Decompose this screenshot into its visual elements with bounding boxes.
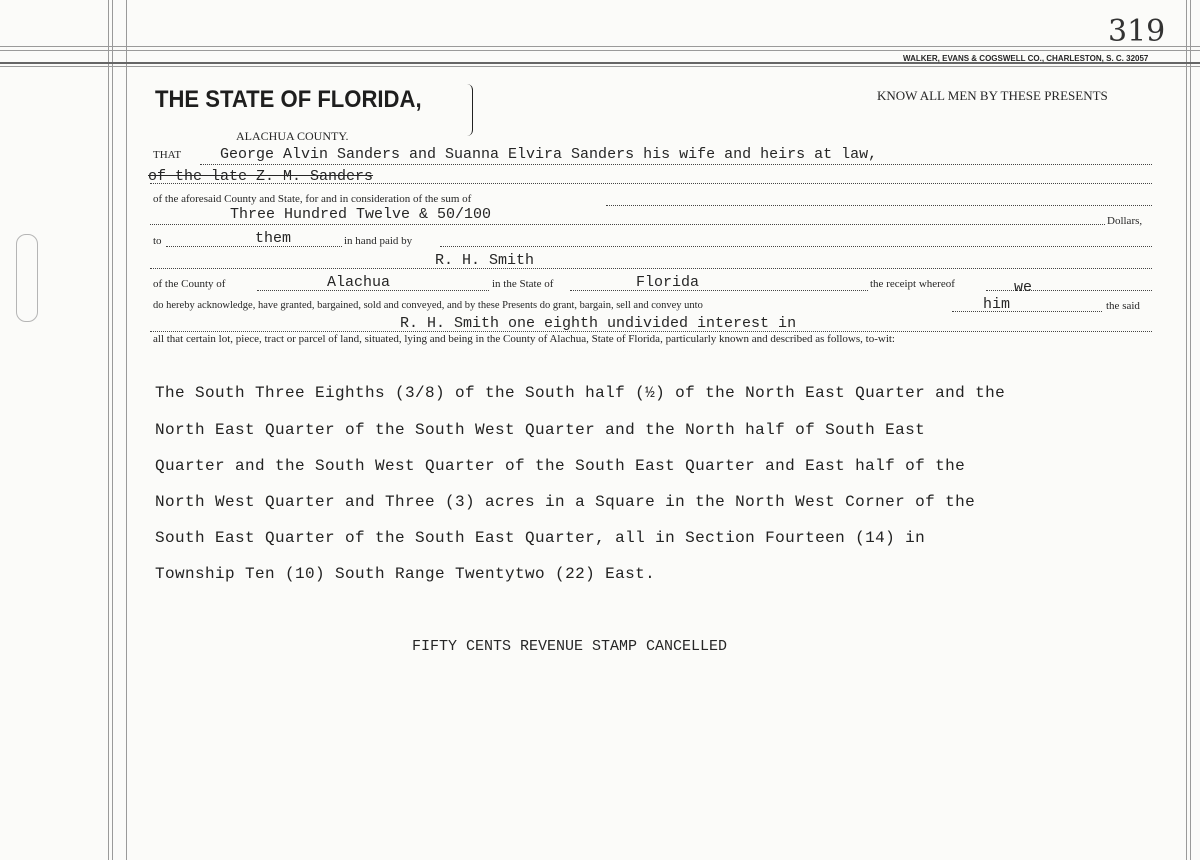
top-rule	[0, 50, 1200, 51]
convey-value: him	[983, 296, 1011, 313]
margin-line	[1186, 0, 1187, 860]
dotted-rule	[952, 311, 1102, 312]
to-value: them	[255, 230, 292, 247]
description-line: North West Quarter and Three (3) acres in a Square in the North West Corner of the	[155, 493, 976, 511]
county-value: Alachua	[327, 274, 391, 291]
receipt-label: the receipt whereof	[870, 278, 955, 290]
dotted-rule	[166, 246, 342, 247]
the-said-label: the said	[1106, 300, 1140, 312]
sum-amount: Three Hundred Twelve & 50/100	[230, 206, 492, 223]
stamp-note: FIFTY CENTS REVENUE STAMP CANCELLED	[412, 638, 728, 655]
county-of-label: of the County of	[153, 278, 226, 290]
state-value: Florida	[636, 274, 700, 291]
page-number: 319	[1108, 14, 1166, 49]
dotted-rule	[570, 290, 868, 291]
brace-mark	[466, 84, 473, 136]
dollars-label: Dollars,	[1107, 215, 1143, 227]
description-line: Quarter and the South West Quarter of the South East Quarter and East half of the	[155, 457, 966, 475]
margin-line	[1190, 0, 1191, 860]
dotted-rule	[200, 164, 1152, 165]
binding-hole-mark	[16, 234, 38, 322]
know-all-men-heading: KNOW ALL MEN BY THESE PRESENTS	[877, 88, 1108, 103]
margin-line	[126, 0, 127, 860]
state-of-label: in the State of	[492, 278, 554, 290]
description-line: Township Ten (10) South Range Twentytwo (22) East.	[155, 565, 656, 583]
top-rule	[0, 46, 1200, 47]
description-line: The South Three Eighths (3/8) of the South half (½) of the North East Quarter and the	[155, 384, 1006, 402]
dotted-rule	[150, 268, 1152, 269]
grantors-line-2: of the late Z. M. Sanders	[148, 168, 374, 185]
dotted-rule	[150, 224, 1105, 225]
description-line: North East Quarter of the South West Quarter and the North half of South East	[155, 421, 926, 439]
receipt-value: we	[1014, 279, 1033, 296]
page-title: THE STATE OF FLORIDA,	[155, 86, 422, 113]
to-label: to	[153, 235, 162, 247]
margin-line	[112, 0, 113, 860]
payer-name: R. H. Smith	[435, 252, 535, 269]
county-heading: ALACHUA COUNTY.	[236, 129, 349, 143]
that-label: THAT	[153, 149, 182, 161]
consideration-label: of the aforesaid County and State, for and in consideration of the sum of	[153, 193, 472, 205]
description-line: South East Quarter of the South East Quarter, all in Section Fourteen (14) in	[155, 529, 926, 547]
printer-imprint: WALKER, EVANS & COGSWELL CO., CHARLESTON, S. C. 32057	[903, 54, 1149, 63]
grantors-line-1: George Alvin Sanders and Suanna Elvira Sanders his wife and heirs at law,	[220, 146, 878, 163]
grantee-line: R. H. Smith one eighth undivided interest in	[400, 315, 797, 332]
top-rule	[0, 66, 1200, 67]
dotted-rule	[986, 290, 1152, 291]
margin-line	[108, 0, 109, 860]
dotted-rule	[606, 205, 1152, 206]
convey-label: do hereby acknowledge, have granted, bargained, sold and conveyed, and by these Presents do grant, bargain, sell and convey unto	[153, 300, 703, 311]
paid-by-label: in hand paid by	[344, 235, 413, 247]
land-description-label: all that certain lot, piece, tract or parcel of land, situated, lying and being in the County of Alachua, State of Florida, particularly known and described as follows, to-wit:	[153, 333, 895, 345]
dotted-rule	[440, 246, 1152, 247]
